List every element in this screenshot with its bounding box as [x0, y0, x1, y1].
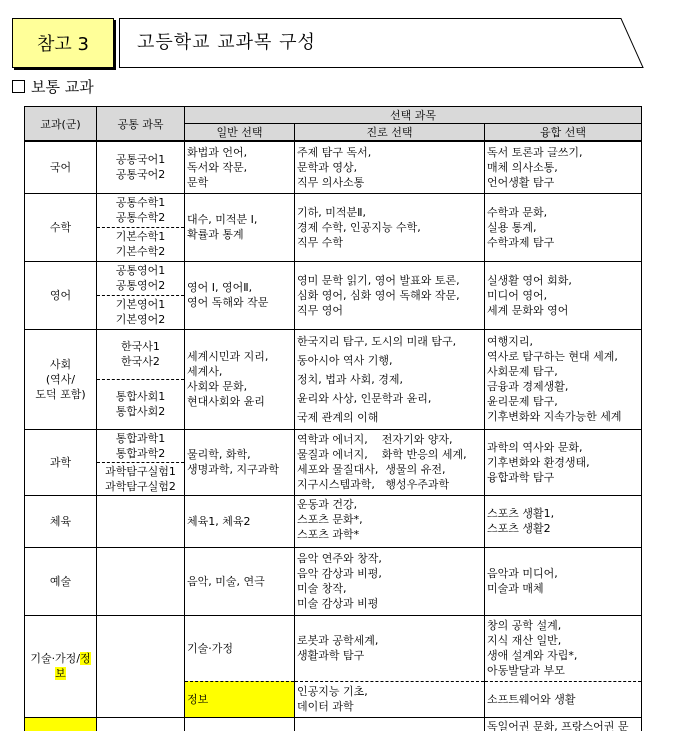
- section-title: 보통 교과: [31, 77, 94, 96]
- convergence-cell: 음악과 미디어, 미술과 매체: [485, 547, 642, 615]
- table-row: [25, 429, 642, 462]
- general-cell: 체육1, 체육2: [185, 495, 295, 547]
- common-cell: [97, 547, 185, 615]
- header: [12, 12, 644, 68]
- table-row: [25, 547, 642, 615]
- general-cell: 기술·가정: [185, 615, 295, 681]
- career-cell: 영미 문학 읽기, 영어 발표와 토론, 심화 영어, 심화 영어 독해와 작문, 직무 영어: [295, 261, 485, 329]
- common-basic-cell: 기본수학1 기본수학2: [97, 227, 185, 261]
- career-cell: 기하, 미적분Ⅱ, 경제 수학, 인공지능 수학, 직무 수학: [295, 193, 485, 261]
- group-cell: [25, 717, 97, 731]
- page-title: 고등학교 교과목 구성: [137, 32, 316, 53]
- section-heading: [12, 75, 94, 97]
- general-cell: [185, 717, 295, 731]
- common-basic-cell: 통합사회1 통합사회2: [97, 379, 185, 429]
- reference-badge: 참고 3: [12, 18, 114, 68]
- common-cell: 통합과학1 통합과학2: [97, 429, 185, 462]
- convergence-cell: 스포츠 생활1, 스포츠 생활2: [485, 495, 642, 547]
- general-cell: 영어 Ⅰ, 영어Ⅱ, 영어 독해와 작문: [185, 261, 295, 329]
- career-cell: 역학과 에너지, 전자기와 양자, 물질과 에너지, 화학 반응의 세계, 세포와 물질대사, 생물의 유전, 지구시스템과학, 행성우주과학: [295, 429, 485, 495]
- group-cell: 체육: [25, 495, 97, 547]
- convergence-info-cell: 소프트웨어와 생활: [485, 681, 642, 717]
- convergence-cell: 창의 공학 설계, 지식 재산 일반, 생애 설계와 자립*, 아동발달과 부모: [485, 615, 642, 681]
- career-cell: 운동과 건강, 스포츠 문화*, 스포츠 과학*: [295, 495, 485, 547]
- career-cell: 음악 연주와 창작, 음악 감상과 비평, 미술 창작, 미술 감상과 비평: [295, 547, 485, 615]
- convergence-cell: 수학과 문화, 실용 통계, 수학과제 탐구: [485, 193, 642, 261]
- career-cell: 주제 탐구 독서, 문학과 영상, 직무 의사소통: [295, 141, 485, 193]
- career-cell: 한국지리 탐구, 도시의 미래 탐구, 동아시아 역사 기행, 정치, 법과 사회, 경제, 윤리와 사상, 인문학과 윤리, 국제 관계의 이해: [295, 329, 485, 429]
- career-info-cell: 인공지능 기초, 데이터 과학: [295, 681, 485, 717]
- header-convergence: 융합 선택: [485, 124, 642, 142]
- career-cell: 로봇과 공학세계, 생활과학 탐구: [295, 615, 485, 681]
- group-cell: 기술·가정/정보: [25, 615, 97, 717]
- table-row: [25, 329, 642, 379]
- checkbox-icon: [12, 80, 25, 93]
- convergence-cell: 독일어권 문화, 프랑스어권 문: [485, 717, 642, 731]
- common-cell: 공통영어1 공통영어2: [97, 261, 185, 295]
- header-general: 일반 선택: [185, 124, 295, 142]
- general-info-cell: 정보: [185, 681, 295, 717]
- general-cell: 음악, 미술, 연극: [185, 547, 295, 615]
- convergence-cell: 과학의 역사와 문화, 기후변화와 환경생태, 융합과학 탐구: [485, 429, 642, 495]
- common-cell: [97, 615, 185, 717]
- table-row: [25, 193, 642, 227]
- common-cell: 공통수학1 공통수학2: [97, 193, 185, 227]
- common-cell: 공통국어1 공통국어2: [97, 141, 185, 193]
- group-cell: 예술: [25, 547, 97, 615]
- group-cell: 과학: [25, 429, 97, 495]
- group-cell: 수학: [25, 193, 97, 261]
- group-cell: 영어: [25, 261, 97, 329]
- curriculum-table: [24, 106, 642, 731]
- group-cell: 국어: [25, 141, 97, 193]
- header-career: 진로 선택: [295, 124, 485, 142]
- group-cell: 사회 (역사/ 도덕 포함): [25, 329, 97, 429]
- common-cell: [97, 495, 185, 547]
- convergence-cell: 독서 토론과 글쓰기, 매체 의사소통, 언어생활 탐구: [485, 141, 642, 193]
- convergence-cell: 여행지리, 역사로 탐구하는 현대 세계, 사회문제 탐구, 금융과 경제생활, 윤리문제 탐구, 기후변화와 지속가능한 세계: [485, 329, 642, 429]
- common-basic-cell: 기본영어1 기본영어2: [97, 295, 185, 329]
- convergence-cell: 실생활 영어 회화, 미디어 영어, 세계 문화와 영어: [485, 261, 642, 329]
- common-cell: 한국사1 한국사2: [97, 329, 185, 379]
- general-cell: 물리학, 화학, 생명과학, 지구과학: [185, 429, 295, 495]
- common-basic-cell: 과학탐구실험1 과학탐구실험2: [97, 462, 185, 495]
- table-row: [25, 717, 642, 731]
- header-elective: 선택 과목: [185, 107, 642, 124]
- table-row: [25, 615, 642, 681]
- header-common: 공통 과목: [97, 107, 185, 142]
- table-row: [25, 495, 642, 547]
- title-box: [119, 18, 644, 68]
- table-row: [25, 261, 642, 295]
- career-cell: [295, 717, 485, 731]
- common-cell: [97, 717, 185, 731]
- group-highlight: 정보: [55, 652, 91, 680]
- general-cell: 세계시민과 지리, 세계사, 사회와 문화, 현대사회와 윤리: [185, 329, 295, 429]
- table-row: [25, 141, 642, 193]
- general-cell: 화법과 언어, 독서와 작문, 문학: [185, 141, 295, 193]
- header-subject-group: 교과(군): [25, 107, 97, 142]
- general-cell: 대수, 미적분 Ⅰ, 확률과 통계: [185, 193, 295, 261]
